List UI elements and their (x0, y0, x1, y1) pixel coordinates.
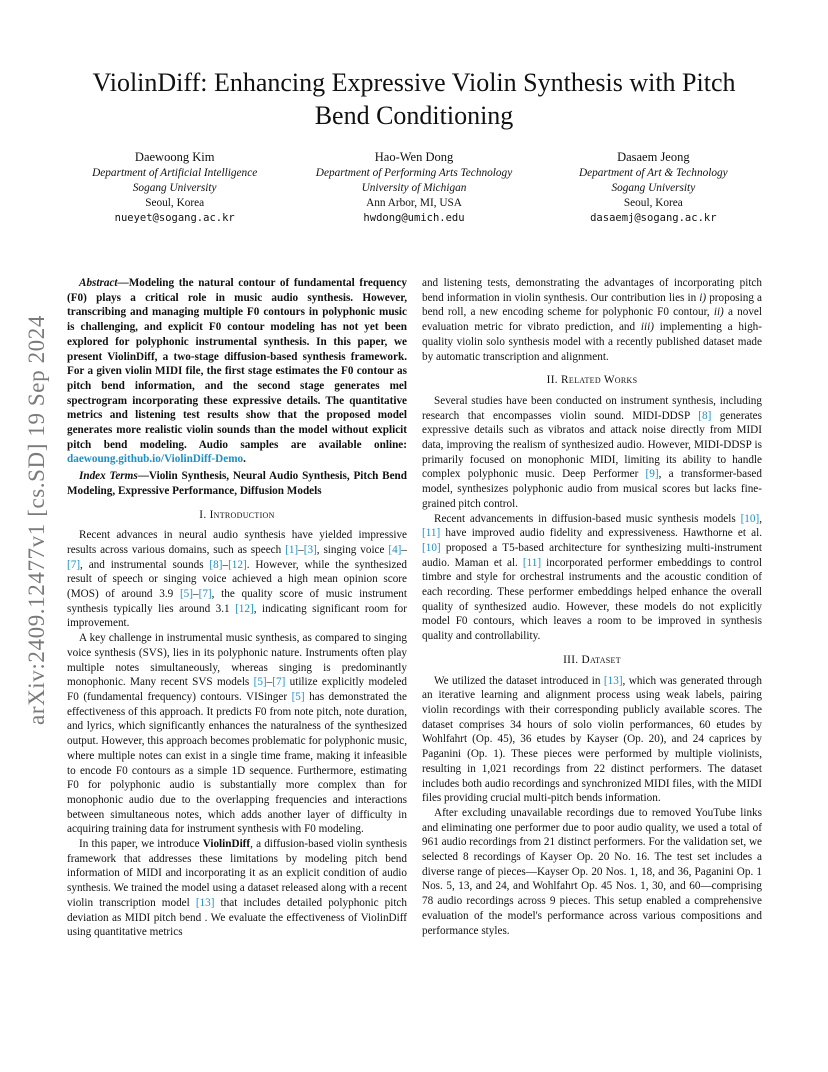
section-heading-dataset: III. Dataset (563, 653, 621, 666)
author-university: Sogang University (611, 182, 696, 194)
citation-link[interactable]: [1] (285, 543, 299, 556)
author-location: Ann Arbor, MI, USA (366, 197, 462, 209)
author-location: Seoul, Korea (623, 197, 683, 209)
intro-continuation: and listening tests, demonstrating the advantages of incorporating pitch bend information in violin synthesis. Our contribution lies in i) proposing a bend roll, a new encoding scheme for polyphonic F0 contour, ii) a novel evaluation metric for vibrato prediction, and iii) implementing a high-quality violin solo synthesis model with a recently published dataset made by automatic transcription and alignment. (422, 277, 762, 363)
citation-link[interactable]: [11] (422, 527, 441, 540)
author-block (60, 150, 768, 226)
author-department: Department of Artificial Intelligence (92, 167, 258, 179)
citation-link[interactable]: [8] (698, 409, 712, 422)
author-location: Seoul, Korea (145, 197, 205, 209)
author-name: Hao-Wen Dong (374, 150, 454, 164)
citation-link[interactable]: [12] (228, 558, 247, 571)
author-1 (60, 150, 289, 226)
model-name: ViolinDiff (202, 838, 251, 851)
citation-link[interactable]: [10] (740, 512, 760, 525)
author-department: Department of Art & Technology (578, 167, 728, 179)
author-university: Sogang University (132, 182, 217, 194)
related-paragraph-2: Recent advancements in diffusion-based music synthesis models [10], [11] have improved audio fidelity and expressiveness. Hawthorne et al. [10] proposed a T5-based architecture for synthesizing multi-instrument audio. Maman et al. [11] incorporated performer embeddings to control timbre and style for orchestral instruments and the acoustic condition of each recording. These performer embeddings helped enhance the overall quality of synthesized audio. However, these models do not explicitly model F0 contours, which leaves a room to be improved in synthesis quality and controllability. (422, 512, 762, 643)
index-terms (67, 469, 407, 498)
intro-paragraph-2: A key challenge in instrumental music synthesis, as compared to singing voice synthesis (SVS), lies in its polyphonic nature. Instruments often play multiple notes simultaneously, whereas singing is predominantly monophonic. Many recent SVS models [5]–[7] utilize explicitly modeled F0 (fundamental frequency) contours. VISinger [5] has demonstrated the effectiveness of this approach. It predicts F0 from note pitch, note duration, and lyrics, which significantly enhances the naturalness of the synthesized output. However, this approach becomes problematic for polyphonic music, where multiple notes can exist in a single time frame, making it infeasible to encode F0 contours as a simple 1D sequence. Furthermore, estimating F0 for polyphonic audio is substantially more complex than for monophonic audio due to the overlapping frequencies and interactions between simultaneous notes, which adds another layer of difficulty in acquiring training data for instrument synthesis with F0 modeling. (67, 632, 407, 836)
demo-link[interactable]: daewoung.github.io/ViolinDiff-Demo (67, 453, 244, 466)
author-department: Department of Performing Arts Technology (315, 167, 513, 179)
section-heading-related-works: II. Related Works (546, 374, 638, 387)
citation-link[interactable]: [12] (235, 602, 254, 615)
author-2 (289, 150, 538, 226)
citation-link[interactable]: [8] (209, 558, 223, 571)
left-column (67, 276, 407, 940)
author-name: Daewoong Kim (134, 150, 215, 164)
author-email: dasaemj@sogang.ac.kr (590, 212, 717, 224)
dataset-paragraph-2: After excluding unavailable recordings due to removed YouTube links and eliminating one performer due to poor audio quality, we used a total of 961 audio recordings from 21 distinct performers. For the validation set, we selected 8 recordings of Kayser Op. 20 No. 16. The test set includes a diverse range of pieces—Kayser Op. 20 Nos. 1, 18, and 36, Paganini Op. 1 Nos. 5, 13, and 24, and Wohlfahrt Op. 45 Nos. 1, 30, and 60—comprising 78 audio recordings across 9 pieces. This setup enabled a comprehensive evaluation of the model's performance across various compositions and performance styles. (422, 806, 762, 937)
citation-link[interactable]: [5] (179, 588, 193, 601)
abstract-text: —Modeling the natural contour of fundamental frequency (F0) plays a critical role in music audio synthesis. However, transcribing and managing multiple F0 contours in polyphonic music is challenging, and explicit F0 contour modeling has not yet been explored for polyphonic instrumental synthesis. In this paper, we present ViolinDiff, a two-stage diffusion-based synthesis framework. For a given violin MIDI file, the first stage estimates the F0 contour as pitch bend information, and the second stage generates mel spectrogram incorporating these expressive details. The quantitative metrics and listening test results show that the proposed model generates more realistic violin sounds than the model without explicit pitch bend modeling. Audio samples are available online: (67, 277, 407, 451)
section-heading-introduction: I. Introduction (199, 508, 275, 521)
citation-link[interactable]: [13] (603, 674, 623, 687)
arxiv-identifier: arXiv:2409.12477v1 [cs.SD] 19 Sep 2024 (24, 315, 49, 725)
index-terms-text: —Violin Synthesis, Neural Audio Synthesis, Pitch Bend Modeling, Expressive Performance, Diffusion Models (67, 470, 407, 497)
intro-paragraph-1: Recent advances in neural audio synthesis have yielded impressive results across various domains, such as speech [1]–[3], singing voice [4]–[7], and instrumental sounds [8]–[12]. However, while the synthesized result of speech or singing voice achieved a high mean opinion score (MOS) of around 3.9 [5]–[7], the quality score of music instrument synthesis typically lies around 3.1 [12], indicating significant room for improvement. (67, 529, 407, 630)
citation-link[interactable]: [13] (195, 896, 215, 909)
citation-link[interactable]: [7] (272, 676, 286, 689)
intro-paragraph-3: In this paper, we introduce ViolinDiff, a diffusion-based violin synthesis framework that addresses these limitations by modeling pitch bend information of MIDI and incorporating it as an explicit condition of audio synthesis. We trained the model using a dataset released along with a recent violin transcription model [13] that includes detailed polyphonic pitch deviation as MIDI pitch bend . We evaluate the effectiveness of ViolinDiff using quantitative metrics (67, 838, 407, 939)
arxiv-sidebar (24, 280, 50, 760)
author-university: University of Michigan (361, 182, 467, 194)
citation-link[interactable]: [10] (422, 541, 441, 554)
citation-link[interactable]: [7] (67, 558, 81, 571)
abstract-label: Abstract (79, 277, 118, 289)
related-paragraph-1: Several studies have been conducted on instrument synthesis, including research that encompasses violin sound. MIDI-DDSP [8] generates expressive details such as vibratos and attack noise directly from MIDI data, improving the realism of synthesized audio. However, MIDI-DDSP is primarily focused on monophonic MIDI, limiting its ability to handle complex polyphonic music. Deep Performer [9], a transformer-based model, synthesizes polyphonic audio from musical scores but lacks fine-grained pitch control. (422, 394, 762, 510)
author-3 (539, 150, 768, 226)
citation-link[interactable]: [4] (388, 543, 402, 556)
author-email: hwdong@umich.edu (363, 212, 465, 224)
citation-link[interactable]: [11] (522, 556, 542, 569)
author-email: nueyet@sogang.ac.kr (114, 212, 235, 224)
author-name: Dasaem Jeong (617, 150, 690, 164)
citation-link[interactable]: [5] (253, 676, 267, 689)
citation-link[interactable]: [5] (291, 690, 305, 703)
right-column (422, 276, 762, 938)
index-terms-label: Index Terms (79, 470, 138, 483)
citation-link[interactable]: [3] (303, 543, 317, 556)
dataset-paragraph-1: We utilized the dataset introduced in [13], which was generated through an iterative learning and alignment process using weak labels, pairing violin recordings with their corresponding publicly available scores. The dataset comprises 34 hours of solo violin performances, 60 etudes by Wohlfahrt (Op. 45), 36 etudes by Kayser (Op. 20), and 24 caprices by Paganini (Op. 1). These pieces were performed by multiple violinists, resulting in 1,021 recordings from 22 distinct performers. The dataset includes both audio recordings and synchronized MIDI files, with the MIDI files providing crucial multi-pitch bends information. (422, 674, 762, 805)
citation-link[interactable]: [7] (198, 588, 212, 601)
citation-link[interactable]: [9] (645, 468, 659, 481)
abstract: Abstract—Modeling the natural contour of fundamental frequency (F0) plays a critical role in music audio synthesis. However, transcribing and managing multiple F0 contours in polyphonic music is challenging, and explicit F0 contour modeling has not yet been explored for polyphonic instrumental synthesis. In this paper, we present ViolinDiff, a two-stage diffusion-based synthesis framework. For a given violin MIDI file, the first stage estimates the F0 contour as pitch bend information, and the second stage generates mel spectrogram incorporating these expressive details. The quantitative metrics and listening test results show that the proposed model generates more realistic violin sounds than the model without explicit pitch bend modeling. Audio samples are available online: daewoung.github.io/ViolinDiff-Demo. (67, 277, 407, 466)
paper-title: ViolinDiff: Enhancing Expressive Violin Synthesis with Pitch Bend Conditioning (92, 68, 736, 130)
